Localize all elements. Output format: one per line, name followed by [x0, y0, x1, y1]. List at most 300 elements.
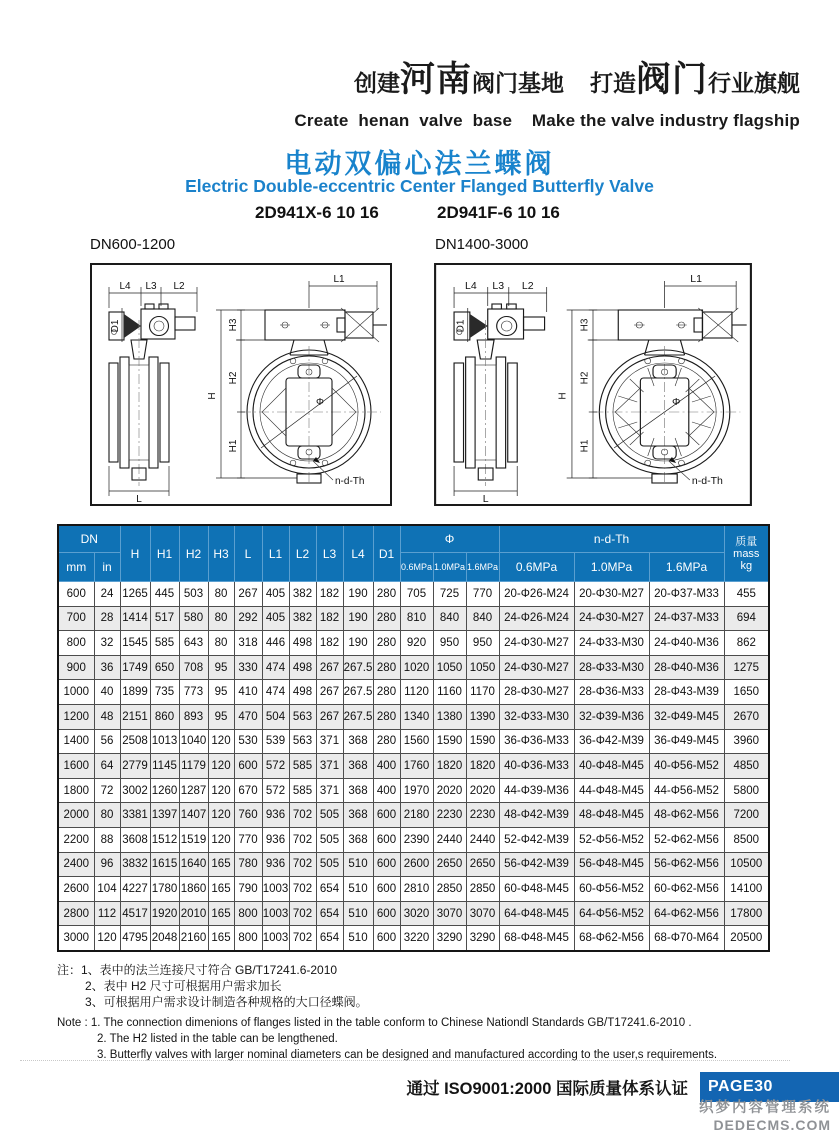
dim-label-l2: L2: [173, 281, 185, 292]
brand-slogan-cn: [294, 58, 800, 109]
table-cell: 773: [179, 680, 208, 705]
table-cell: 48-Φ48-M45: [574, 803, 649, 828]
table-cell: 80: [208, 631, 234, 656]
table-cell: 10500: [724, 852, 769, 877]
table-cell: 2650: [433, 852, 466, 877]
col-header-ndth-06: 0.6MPa: [499, 553, 574, 582]
table-cell: 44-Φ48-M45: [574, 778, 649, 803]
col-header-h: H: [120, 525, 150, 582]
table-cell: 900: [58, 655, 94, 680]
table-cell: 20500: [724, 926, 769, 951]
table-cell: 96: [94, 852, 120, 877]
watermark-line1: 织梦内容管理系统: [699, 1100, 831, 1116]
table-cell: 24-Φ40-M36: [649, 631, 724, 656]
table-cell: 2650: [466, 852, 499, 877]
table-row: [58, 631, 769, 656]
table-cell: 810: [400, 606, 433, 631]
table-cell: 64-Φ56-M52: [574, 901, 649, 926]
table-cell: 7200: [724, 803, 769, 828]
table-cell: 2440: [466, 827, 499, 852]
table-cell: 470: [234, 704, 262, 729]
table-cell: 371: [316, 778, 343, 803]
table-cell: 60-Φ62-M56: [649, 877, 724, 902]
dim-label-l4: L4: [465, 281, 477, 292]
table-cell: 2600: [400, 852, 433, 877]
table-cell: 52-Φ42-M39: [499, 827, 574, 852]
table-cell: 405: [262, 606, 289, 631]
table-cell: 60-Φ56-M52: [574, 877, 649, 902]
page-number-badge: PAGE30: [700, 1072, 839, 1102]
table-cell: 1800: [58, 778, 94, 803]
table-cell: 165: [208, 877, 234, 902]
table-cell: 165: [208, 901, 234, 926]
brand-slogan-en: Create henan valve base Make the valve industry flagship: [294, 111, 800, 130]
table-cell: 3832: [120, 852, 150, 877]
table-cell: 800: [234, 926, 262, 951]
table-cell: 702: [289, 803, 316, 828]
model-number-right: 2D941F-6 10 16: [437, 203, 560, 222]
dim-label-h2: H2: [579, 371, 591, 385]
valve-drawing-dn600-1200: [89, 262, 393, 508]
table-cell: 455: [724, 582, 769, 607]
dim-label-l4: L4: [119, 281, 131, 292]
table-cell: 790: [234, 877, 262, 902]
table-cell: 56-Φ42-M39: [499, 852, 574, 877]
mass-en: mass: [733, 547, 760, 560]
table-cell: 190: [343, 631, 373, 656]
page-title-en: Electric Double-eccentric Center Flanged Butterfly Valve: [185, 176, 654, 196]
table-cell: 2200: [58, 827, 94, 852]
valve-drawing-dn1400-3000: [433, 262, 753, 508]
table-cell: 1600: [58, 754, 94, 779]
table-cell: 64: [94, 754, 120, 779]
table-cell: 3220: [400, 926, 433, 951]
col-header-phi-16: 1.6MPa: [466, 553, 499, 582]
spec-table: [57, 524, 770, 952]
table-cell: 2010: [179, 901, 208, 926]
table-cell: 1170: [466, 680, 499, 705]
table-cell: 1265: [120, 582, 150, 607]
table-cell: 1920: [150, 901, 179, 926]
table-cell: 572: [262, 754, 289, 779]
table-cell: 505: [316, 803, 343, 828]
col-header-phi-10: 1.0MPa: [433, 553, 466, 582]
table-cell: 318: [234, 631, 262, 656]
table-cell: 585: [289, 754, 316, 779]
table-cell: 267: [316, 704, 343, 729]
table-cell: 474: [262, 655, 289, 680]
table-cell: 24-Φ37-M33: [649, 606, 724, 631]
table-cell: 267.5: [343, 680, 373, 705]
table-cell: 68-Φ70-M64: [649, 926, 724, 951]
table-cell: 280: [373, 680, 400, 705]
table-cell: 267: [316, 655, 343, 680]
table-cell: 1200: [58, 704, 94, 729]
table-cell: 1050: [433, 655, 466, 680]
table-cell: 580: [179, 606, 208, 631]
table-cell: 1040: [179, 729, 208, 754]
table-cell: 280: [373, 729, 400, 754]
table-cell: 4517: [120, 901, 150, 926]
table-cell: 32: [94, 631, 120, 656]
table-cell: 267: [234, 582, 262, 607]
table-row: [58, 926, 769, 951]
table-cell: 382: [289, 582, 316, 607]
table-cell: 4227: [120, 877, 150, 902]
table-cell: 120: [208, 778, 234, 803]
table-cell: 3070: [433, 901, 466, 926]
page-title-cn: 电动双偏心法兰蝶阀: [284, 149, 555, 179]
table-row: [58, 606, 769, 631]
table-cell: 371: [316, 754, 343, 779]
table-row: [58, 729, 769, 754]
table-cell: 28-Φ36-M33: [574, 680, 649, 705]
iso-certification-text: 通过 ISO9001:2000 国际质量体系认证: [406, 1080, 688, 1098]
table-cell: 600: [373, 852, 400, 877]
dim-label-h2: H2: [228, 371, 239, 385]
table-cell: 1275: [724, 655, 769, 680]
table-cell: 936: [262, 852, 289, 877]
table-cell: 8500: [724, 827, 769, 852]
table-row: [58, 655, 769, 680]
col-header-h1: H1: [150, 525, 179, 582]
table-cell: 28: [94, 606, 120, 631]
table-cell: 190: [343, 606, 373, 631]
table-cell: 1512: [150, 827, 179, 852]
table-cell: 1003: [262, 926, 289, 951]
table-cell: 1120: [400, 680, 433, 705]
table-cell: 3070: [466, 901, 499, 926]
table-cell: 280: [373, 655, 400, 680]
dim-label-h: H: [557, 392, 569, 400]
table-cell: 840: [466, 606, 499, 631]
dim-label-l2: L2: [521, 281, 534, 292]
table-cell: 1050: [466, 655, 499, 680]
table-cell: 104: [94, 877, 120, 902]
table-cell: 40: [94, 680, 120, 705]
mass-unit: kg: [740, 559, 753, 572]
table-cell: 1407: [179, 803, 208, 828]
table-cell: 368: [343, 827, 373, 852]
table-cell: 694: [724, 606, 769, 631]
table-cell: 2180: [400, 803, 433, 828]
table-cell: 1380: [433, 704, 466, 729]
table-cell: 600: [373, 901, 400, 926]
table-cell: 3020: [400, 901, 433, 926]
table-cell: 182: [316, 606, 343, 631]
table-row: [58, 582, 769, 607]
table-cell: 382: [289, 606, 316, 631]
table-cell: 2390: [400, 827, 433, 852]
table-cell: 88: [94, 827, 120, 852]
col-header-phi-06: 0.6MPa: [400, 553, 433, 582]
table-cell: 770: [466, 582, 499, 607]
table-cell: 1650: [724, 680, 769, 705]
slogan-part: 行业旗舰: [708, 70, 800, 96]
table-row: [58, 704, 769, 729]
table-cell: 267.5: [343, 704, 373, 729]
dim-label-l1: L1: [690, 274, 703, 285]
watermark-line2: DEDECMS.COM: [713, 1117, 831, 1133]
table-cell: 56: [94, 729, 120, 754]
table-cell: 1145: [150, 754, 179, 779]
table-cell: 32-Φ33-M30: [499, 704, 574, 729]
table-cell: 14100: [724, 877, 769, 902]
table-cell: 860: [150, 704, 179, 729]
table-body: [58, 582, 769, 951]
col-header-l2: L2: [289, 525, 316, 582]
table-cell: 1820: [433, 754, 466, 779]
table-cell: 64-Φ62-M56: [649, 901, 724, 926]
table-cell: 1390: [466, 704, 499, 729]
table-cell: 280: [373, 631, 400, 656]
table-cell: 800: [234, 901, 262, 926]
table-cell: 1397: [150, 803, 179, 828]
table-cell: 585: [289, 778, 316, 803]
table-cell: 1519: [179, 827, 208, 852]
table-cell: 800: [58, 631, 94, 656]
table-cell: 120: [208, 754, 234, 779]
table-cell: 1780: [150, 877, 179, 902]
table-cell: 2800: [58, 901, 94, 926]
table-cell: 1414: [120, 606, 150, 631]
table-cell: 267.5: [343, 655, 373, 680]
table-cell: 936: [262, 827, 289, 852]
table-cell: 44-Φ39-M36: [499, 778, 574, 803]
table-cell: 24-Φ30-M27: [499, 631, 574, 656]
table-cell: 371: [316, 729, 343, 754]
table-cell: 585: [150, 631, 179, 656]
brand-slogan: [294, 58, 800, 131]
table-cell: 1860: [179, 877, 208, 902]
table-cell: 702: [289, 827, 316, 852]
table-cell: 1749: [120, 655, 150, 680]
table-row: [58, 754, 769, 779]
col-header-h3: H3: [208, 525, 234, 582]
table-cell: 40-Φ48-M45: [574, 754, 649, 779]
table-cell: 735: [150, 680, 179, 705]
dim-label-l: L: [482, 494, 489, 505]
table-cell: 120: [208, 827, 234, 852]
table-cell: 2151: [120, 704, 150, 729]
table-cell: 2600: [58, 877, 94, 902]
dim-label-l: L: [136, 494, 142, 505]
table-cell: 510: [343, 901, 373, 926]
table-cell: 3608: [120, 827, 150, 852]
table-cell: 52-Φ56-M52: [574, 827, 649, 852]
table-cell: 702: [289, 901, 316, 926]
table-cell: 1013: [150, 729, 179, 754]
table-cell: 80: [208, 606, 234, 631]
table-cell: 120: [208, 803, 234, 828]
dim-label-h1: H1: [579, 439, 591, 453]
table-cell: 165: [208, 926, 234, 951]
table-cell: 40-Φ56-M52: [649, 754, 724, 779]
table-cell: 2020: [433, 778, 466, 803]
note-en-2: 2. The H2 listed in the table can be lengthened.: [97, 1033, 338, 1045]
table-cell: 572: [262, 778, 289, 803]
table-cell: 48-Φ62-M56: [649, 803, 724, 828]
table-row: [58, 803, 769, 828]
table-cell: 504: [262, 704, 289, 729]
note-en-3: 3. Butterfly valves with larger nominal diameters can be designed and manufactured according to the user,s requirements.: [97, 1049, 718, 1061]
table-row: [58, 778, 769, 803]
table-cell: 3002: [120, 778, 150, 803]
table-cell: 600: [373, 926, 400, 951]
table-cell: 446: [262, 631, 289, 656]
table-cell: 600: [373, 877, 400, 902]
table-cell: 654: [316, 877, 343, 902]
table-cell: 1615: [150, 852, 179, 877]
table-cell: 48: [94, 704, 120, 729]
table-cell: 330: [234, 655, 262, 680]
col-header-ndth: n-d-Th: [499, 525, 724, 553]
table-cell: 654: [316, 901, 343, 926]
table-cell: 68-Φ62-M56: [574, 926, 649, 951]
table-cell: 670: [234, 778, 262, 803]
table-cell: 112: [94, 901, 120, 926]
table-cell: 64-Φ48-M45: [499, 901, 574, 926]
drawing-caption-right: DN1400-3000: [435, 236, 529, 253]
table-cell: 539: [262, 729, 289, 754]
table-cell: 4850: [724, 754, 769, 779]
table-cell: 1160: [433, 680, 466, 705]
table-cell: 1020: [400, 655, 433, 680]
table-cell: 1179: [179, 754, 208, 779]
table-cell: 3381: [120, 803, 150, 828]
table-cell: 3000: [58, 926, 94, 951]
table-cell: 190: [343, 582, 373, 607]
table-cell: 600: [373, 803, 400, 828]
table-cell: 1003: [262, 901, 289, 926]
table-cell: 36-Φ42-M39: [574, 729, 649, 754]
dim-label-h1: H1: [228, 439, 239, 453]
col-header-l3: L3: [316, 525, 343, 582]
table-cell: 368: [343, 729, 373, 754]
table-cell: 1590: [466, 729, 499, 754]
table-cell: 20-Φ37-M33: [649, 582, 724, 607]
table-cell: 20-Φ30-M27: [574, 582, 649, 607]
table-cell: 120: [94, 926, 120, 951]
table-cell: 862: [724, 631, 769, 656]
table-cell: 32-Φ39-M36: [574, 704, 649, 729]
table-row: [58, 852, 769, 877]
table-cell: 24-Φ30-M27: [574, 606, 649, 631]
table-cell: 267: [316, 680, 343, 705]
table-cell: 530: [234, 729, 262, 754]
table-cell: 17800: [724, 901, 769, 926]
table-cell: 1340: [400, 704, 433, 729]
table-cell: 936: [262, 803, 289, 828]
table-cell: 68-Φ48-M45: [499, 926, 574, 951]
table-cell: 400: [373, 778, 400, 803]
table-cell: 705: [400, 582, 433, 607]
col-header-in: in: [94, 553, 120, 582]
table-cell: 2160: [179, 926, 208, 951]
table-cell: 505: [316, 852, 343, 877]
table-row: [58, 680, 769, 705]
col-header-dn: DN: [58, 525, 120, 553]
table-cell: 700: [58, 606, 94, 631]
slogan-part: 阀门: [635, 60, 708, 99]
table-cell: 36: [94, 655, 120, 680]
table-cell: 1003: [262, 877, 289, 902]
table-cell: 95: [208, 680, 234, 705]
table-cell: 56-Φ48-M45: [574, 852, 649, 877]
table-cell: 56-Φ62-M56: [649, 852, 724, 877]
table-cell: 498: [289, 631, 316, 656]
table-cell: 2508: [120, 729, 150, 754]
table-cell: 280: [373, 606, 400, 631]
table-cell: 445: [150, 582, 179, 607]
table-cell: 1287: [179, 778, 208, 803]
dim-label-h3: H3: [228, 318, 239, 332]
table-cell: 24-Φ26-M24: [499, 606, 574, 631]
table-cell: 950: [433, 631, 466, 656]
col-header-ndth-10: 1.0MPa: [574, 553, 649, 582]
dim-label-h: H: [207, 392, 218, 400]
table-cell: 182: [316, 582, 343, 607]
table-cell: 368: [343, 778, 373, 803]
watermark: [699, 1096, 831, 1133]
note-cn-1: 注：1、表中的法兰连接尺寸符合 GB/T17241.6-2010: [57, 963, 338, 977]
dim-label-d1: D1: [110, 319, 121, 333]
table-cell: 3290: [466, 926, 499, 951]
table-cell: 950: [466, 631, 499, 656]
table-cell: 32-Φ49-M45: [649, 704, 724, 729]
table-cell: 28-Φ33-M30: [574, 655, 649, 680]
table-cell: 1400: [58, 729, 94, 754]
table-cell: 60-Φ48-M45: [499, 877, 574, 902]
col-header-ndth-16: 1.6MPa: [649, 553, 724, 582]
table-cell: 40-Φ36-M33: [499, 754, 574, 779]
table-cell: 2440: [433, 827, 466, 852]
table-cell: 36-Φ49-M45: [649, 729, 724, 754]
table-cell: 2850: [433, 877, 466, 902]
table-cell: 28-Φ30-M27: [499, 680, 574, 705]
table-cell: 95: [208, 655, 234, 680]
table-cell: 405: [262, 582, 289, 607]
table-cell: 510: [343, 852, 373, 877]
dim-label-phi: Φ: [316, 397, 324, 408]
table-cell: 702: [289, 852, 316, 877]
table-cell: 5800: [724, 778, 769, 803]
table-cell: 80: [94, 803, 120, 828]
table-cell: 600: [373, 827, 400, 852]
table-cell: 650: [150, 655, 179, 680]
table-cell: 725: [433, 582, 466, 607]
table-cell: 2000: [58, 803, 94, 828]
table-cell: 2850: [466, 877, 499, 902]
table-cell: 3960: [724, 729, 769, 754]
table-cell: 1760: [400, 754, 433, 779]
slogan-part: 打造: [589, 70, 636, 96]
dim-label-ndth: n-d-Th: [335, 476, 365, 487]
table-cell: 2400: [58, 852, 94, 877]
dim-label-d1: D1: [455, 319, 467, 333]
notes: [57, 962, 717, 1063]
mass-cn: 质量: [735, 535, 758, 548]
dim-label-l1: L1: [333, 274, 345, 285]
table-cell: 498: [289, 655, 316, 680]
table-cell: 48-Φ42-M39: [499, 803, 574, 828]
table-cell: 95: [208, 704, 234, 729]
table-cell: 2670: [724, 704, 769, 729]
note-cn-2: 2、表中 H2 尺寸可根据用户需求加长: [85, 979, 282, 993]
table-cell: 24-Φ33-M30: [574, 631, 649, 656]
table-cell: 2810: [400, 877, 433, 902]
dim-label-ndth: n-d-Th: [691, 476, 723, 487]
